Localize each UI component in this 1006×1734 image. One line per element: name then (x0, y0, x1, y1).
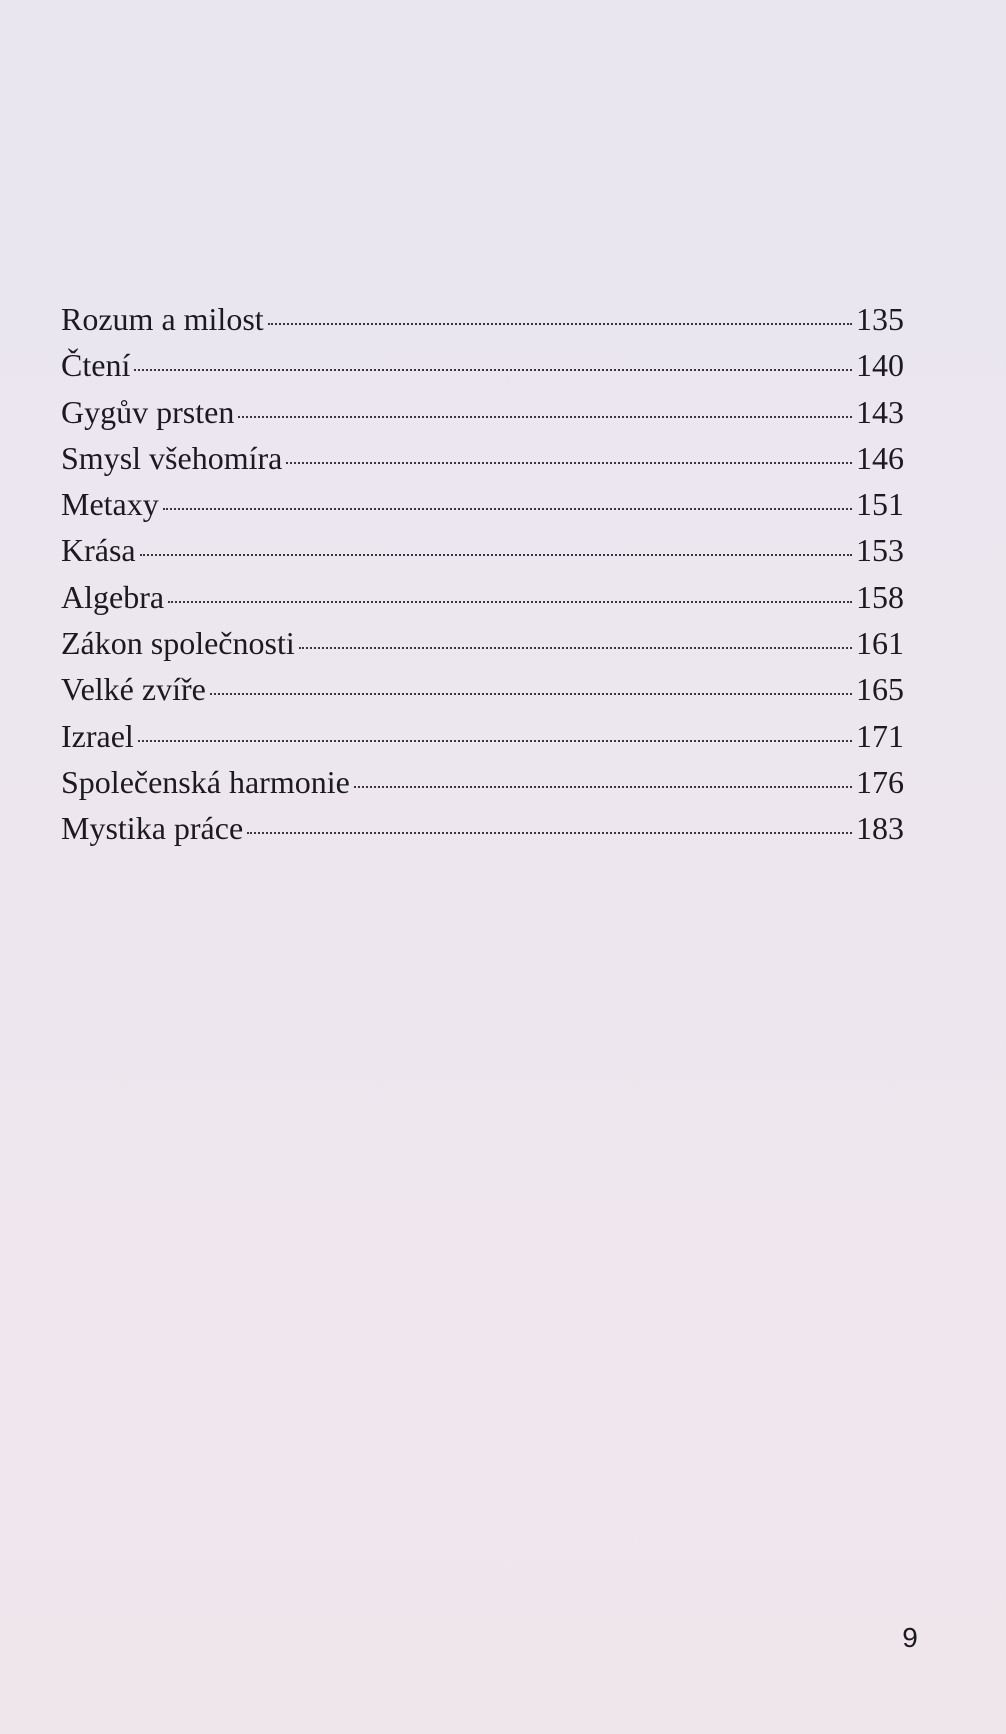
toc-entry-title: Krása (61, 532, 136, 569)
toc-entry-page: 161 (856, 625, 904, 662)
toc-entry-page: 158 (856, 578, 904, 615)
toc-dot-leader (238, 416, 852, 418)
toc-dot-leader (163, 508, 852, 510)
toc-entry (61, 342, 904, 388)
toc-entry-page: 135 (856, 301, 904, 337)
toc-dot-leader (268, 323, 852, 325)
toc-entry (61, 759, 904, 805)
page-number: 9 (902, 1622, 918, 1653)
toc-entry-page: 165 (856, 671, 904, 708)
toc-entry-title: Smysl všehomíra (61, 439, 283, 476)
toc-entry (61, 666, 904, 712)
toc-dot-leader (138, 740, 852, 742)
table-of-contents (61, 296, 904, 852)
toc-entry (61, 713, 904, 759)
toc-dot-leader (354, 786, 852, 788)
toc-dot-leader (168, 601, 852, 603)
toc-entry-title: Rozum a milost (61, 301, 264, 337)
toc-entry (61, 527, 904, 573)
toc-entry-title: Gygův prsten (61, 393, 235, 430)
toc-entry-title: Metaxy (61, 486, 159, 523)
toc-entry (61, 620, 904, 666)
toc-entry (61, 574, 904, 620)
toc-entry-title: Mystika práce (61, 810, 244, 847)
toc-entry-page: 153 (856, 532, 904, 569)
toc-entry (61, 805, 904, 851)
toc-entry (61, 296, 904, 342)
toc-dot-leader (299, 647, 852, 649)
toc-entry-page: 176 (856, 763, 904, 800)
toc-entry-title: Algebra (61, 578, 165, 615)
toc-entry-title: Velké zvíře (61, 671, 206, 708)
toc-dot-leader (247, 832, 852, 834)
toc-entry-title: Zákon společnosti (61, 625, 295, 662)
toc-dot-leader (140, 554, 852, 556)
toc-entry-page: 143 (856, 393, 904, 430)
toc-entry-page: 183 (856, 810, 904, 847)
toc-entry (61, 435, 904, 481)
toc-entry-title: Čtení (61, 347, 131, 384)
toc-entry-page: 171 (856, 717, 904, 754)
toc-dot-leader (286, 462, 852, 464)
toc-dot-leader (134, 369, 852, 371)
toc-entry-page: 146 (856, 439, 904, 476)
toc-entry-title: Společenská harmonie (61, 763, 350, 800)
toc-entry (61, 389, 904, 435)
toc-entry (61, 481, 904, 527)
toc-entry-page: 151 (856, 486, 904, 523)
toc-entry-title: Izrael (61, 717, 134, 754)
toc-entry-page: 140 (856, 347, 904, 384)
toc-dot-leader (210, 693, 852, 695)
